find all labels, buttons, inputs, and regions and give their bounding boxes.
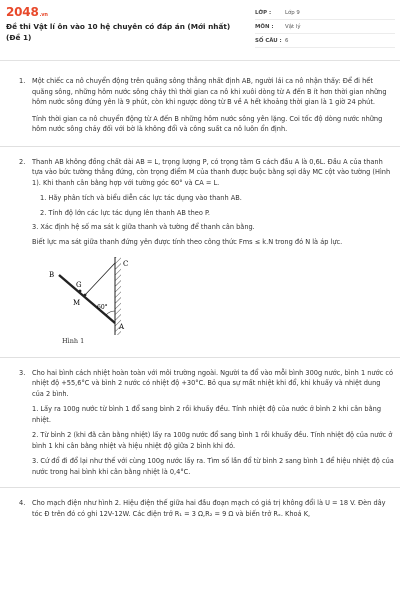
site-logo[interactable]: 2048.vn <box>6 5 48 19</box>
sub-questions <box>32 193 394 218</box>
sub-question-3: 3. Cứ đổ đi đổ lại như thế với cùng 100g nước lấy ra. Tìm số lần đổ từ bình 2 sang bình 1 để hiệu nhiệt độ của nước trong hai bình khi cân bằng nhiệt là 0,4°C. <box>32 457 394 476</box>
question-paragraph: Cho hai bình cách nhiệt hoàn toàn với môi trường ngoài. Người ta đổ vào mỗi bình 300g nước, bình 1 nước có nhiệt độ +55,6°C và bình 2 nước có nhiệt độ +30°C. Bỏ qua sự mất nhiệt khi đổ, khi khuấy và nhiệt dung của 2 bình. <box>32 368 394 398</box>
question-number: 4. <box>19 499 26 507</box>
point-g <box>79 290 82 293</box>
question-number: 3. <box>19 368 26 377</box>
figure-1 <box>37 251 157 336</box>
question-1 <box>0 62 400 146</box>
question-number: 2. <box>19 157 26 166</box>
rope-mc <box>85 263 115 295</box>
question-2 <box>0 147 400 357</box>
sub-question-2: 2. Tính độ lớn các lực tác dụng lên thanh AB theo P. <box>40 208 210 217</box>
question-paragraph: Tính thời gian ca nô chuyển động từ A đến B những hôm nước sông yên lặng. Coi tốc độ dòng nước những hôm nước sông chảy đối với bờ là không đổi và công suất ca nô luôn ổn định. <box>32 114 383 133</box>
label-a: A <box>119 323 125 331</box>
rod-wall-diagram <box>37 251 157 336</box>
meta-value: 6 <box>285 37 289 44</box>
meta-row-subject <box>255 20 395 34</box>
question-paragraph: Cho mạch điện như hình 2. Hiệu điện thế giữa hai đầu đoạn mạch có giá trị không đổi là U = 18 V. Đèn dây tóc Đ trên đó có ghi 12V-12W. Các điện trở R₁ = 3 Ω,R₂ = 9 Ω và biến trở Rₓ. Khoá K, <box>32 499 386 518</box>
meta-value: Lớp 9 <box>285 9 300 16</box>
question-paragraph: Một chiếc ca nô chuyển động trên quãng sông thẳng nhất định AB, người lái ca nô nhận thấy: Để đi hết quãng sông, những hôm nước sông chảy thì thời gian ca nô khi xuôi dòng từ A đến B ít hơn thời gian những hôm nước sông đứng yên là 9 phút, còn khi ngược dòng từ B về A hết khoảng thời gian là 1 giờ 24 phút. <box>32 77 387 106</box>
document-meta <box>255 6 395 48</box>
label-g: G <box>76 281 82 289</box>
meta-row-count <box>255 34 395 48</box>
question-paragraph: Biết lực ma sát giữa thanh đứng yên được tính theo công thức Fms ≤ k.N trong đó N là áp lực. <box>32 237 343 246</box>
meta-key: LỚP : <box>255 9 272 16</box>
document-title: Đề thi Vật lí ôn vào 10 hệ chuyên có đáp án (Mới nhất) (Đề 1) <box>6 22 231 42</box>
angle-arc <box>106 311 115 315</box>
sub-question-2: 2. Từ bình 2 (khi đã cân bằng nhiệt) lấy ra 100g nước đổ sang bình 1 rồi khuấy đều. Tính nhiệt độ của nước ở bình 1 khi cân bằng nhiệt và hiệu nhiệt độ giữa 2 bình khi đó. <box>32 431 393 450</box>
question-4 <box>0 488 400 519</box>
label-m: M <box>73 299 81 307</box>
question-list <box>0 62 400 519</box>
question-3 <box>0 358 400 488</box>
document-header <box>0 0 400 61</box>
label-b: B <box>49 271 55 279</box>
rod-ab <box>59 275 115 323</box>
meta-value: Vật lý <box>285 23 301 30</box>
meta-row-class <box>255 6 395 20</box>
figure-caption: Hình 1 <box>62 337 85 345</box>
sub-question-1: 1. Lấy ra 100g nước từ bình 1 đổ sang bình 2 rồi khuấy đều. Tính nhiệt độ của nước ở bình 2 khi cân bằng nhiệt. <box>32 405 382 424</box>
point-m <box>84 294 87 297</box>
question-number: 1. <box>19 77 26 85</box>
meta-key: SỐ CÂU : <box>255 37 282 44</box>
question-paragraph: Thanh AB không đồng chất dài AB = L, trọng lượng P, có trọng tâm G cách đầu A là 0,6L. Đầu A của thanh tựa vào bức tường thẳng đứng, còn trọng điểm M của thanh được buộc bằng sợi dây MC cột vào tường (Hình 1). Khi thanh cân bằng hợp với tường góc 60° và CA = L. <box>32 157 391 187</box>
meta-key: MÔN : <box>255 23 274 30</box>
label-c: C <box>123 260 129 268</box>
sub-question-3: 3. Xác định hệ số ma sát k giữa thanh và tường để thanh cân bằng. <box>32 223 255 231</box>
sub-question-1: 1. Hãy phân tích và biểu diễn các lực tác dụng vào thanh AB. <box>40 194 242 202</box>
label-angle: 60° <box>97 304 108 311</box>
